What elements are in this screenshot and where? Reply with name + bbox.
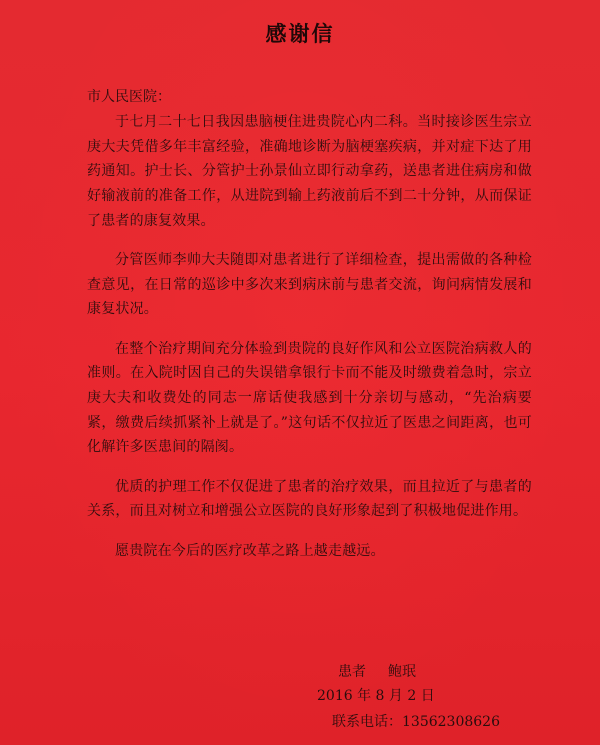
letter-body (87, 110, 532, 578)
letter-title: 感谢信 (265, 21, 335, 46)
signature-date: 2016 年 8 月 2 日 (317, 688, 435, 704)
phone-number: 13562308626 (402, 714, 500, 730)
paragraph-examination: 分管医师李帅大夫随即对患者进行了详细检查，提出需做的各种检查意见，在日常的巡诊中多次来到病床前与患者交流，询问病情发展和康复状况。 (87, 252, 532, 318)
patient-label: 患者 (338, 664, 366, 680)
patient-name: 鲍珉 (388, 664, 416, 680)
signature-phone (332, 712, 500, 732)
salutation: 市人民医院： (87, 89, 171, 105)
paragraph-nursing: 优质的护理工作不仅促进了患者的治疗效果，而且拉近了与患者的关系，而且对树立和增强公立医院的良好形象起到了积极地促进作用。 (87, 478, 532, 520)
paragraph-admission: 于七月二十七日我因患脑梗住进贵院心内二科。当时接诊医生宗立庚大夫凭借多年丰富经验，准确地诊断为脑梗塞疾病，并对症下达了用药通知。护士长、分管护士孙景仙立即行动拿药，送患者进住病房和做好输液前的准备工作，从进院到输上药液前后不到二十分钟，从而保证了患者的康复效果。 (87, 114, 532, 229)
signature-patient (338, 662, 416, 682)
phone-label: 联系电话： (332, 714, 402, 730)
paragraph-wishes: 愿贵院在今后的医疗改革之路上越走越远。 (115, 542, 385, 559)
paragraph-treatment: 在整个治疗期间充分体验到贵院的良好作风和公立医院治病救人的准则。在入院时因自己的失误错拿银行卡而不能及时缴费着急时，宗立庚大夫和收费处的同志一席话使我感到十分亲切与感动，“先治病要紧，缴费后续抓紧补上就是了。”这句话不仅拉近了医患之间距离，也可化解许多医患间的隔阂。 (87, 340, 532, 456)
